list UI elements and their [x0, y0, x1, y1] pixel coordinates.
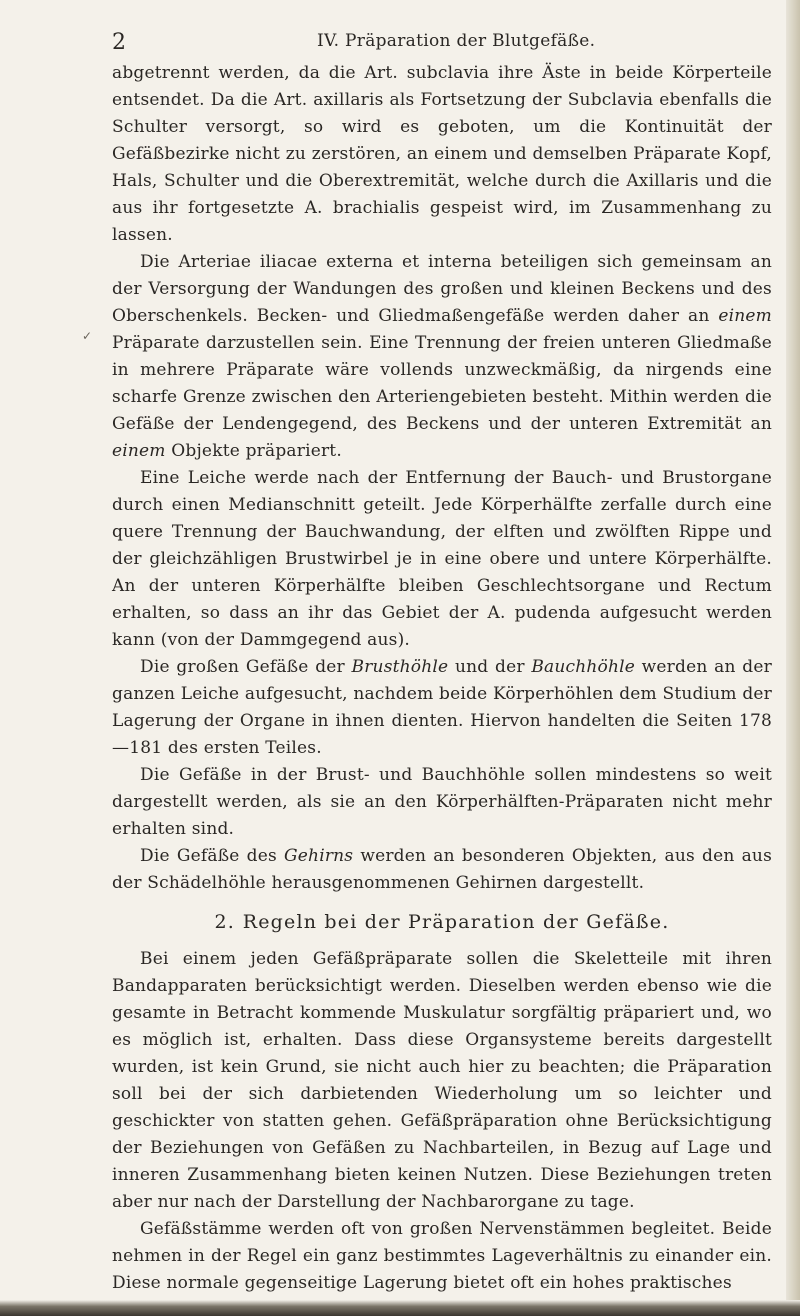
- page-header: [112, 30, 712, 56]
- text-run: Die großen Gefäße der: [140, 657, 352, 677]
- italic-term: Bauchhöhle: [531, 657, 636, 677]
- text-run: Die Arteriae iliacae externa et interna beteiligen sich gemeinsam an der Versorgung der Wandungen des großen und kleinen Beckens und des Oberschenkels. Becken- und Gliedmaßengefäße werden daher an: [112, 252, 772, 326]
- paragraph: [112, 60, 772, 249]
- text-run: werden an der ganzen Leiche aufgesucht, nachdem beide Körperhöhlen dem Studium der Lagerung der Organe in ihnen dienten. Hiervon handelten die Seiten 178—181 des ersten Teiles.: [112, 657, 772, 758]
- paragraph: [112, 1216, 772, 1297]
- paragraph-group: [112, 60, 772, 897]
- italic-term: Brusthöhle: [351, 657, 449, 677]
- text-run: Die Gefäße des: [140, 846, 284, 866]
- body-text: [112, 60, 772, 1297]
- paragraph: [112, 946, 772, 1216]
- text-run: Objekte präpariert.: [165, 441, 342, 461]
- page-edge-bottom: [0, 1300, 800, 1316]
- italic-term: einem: [112, 441, 166, 461]
- text-run: werden an besonderen Objekten, aus den aus der Schädelhöhle herausgenommenen Gehirnen dargestellt.: [112, 846, 772, 893]
- italic-term: Gehirns: [284, 846, 354, 866]
- running-title: IV. Präparation der Blutgefäße.: [317, 31, 596, 51]
- section-heading: [112, 909, 772, 936]
- text-run: Gefäßstämme werden oft von großen Nervenstämmen begleitet. Beide nehmen in der Regel ein ganz bestimmtes Lageverhältnis zu einander ein. Diese normale gegenseitige Lagerung bietet oft ein hohes praktisches: [112, 1219, 772, 1293]
- paragraph: [112, 249, 772, 465]
- paragraph: [112, 843, 772, 897]
- section-title: Regeln bei der Präparation der Gefäße.: [242, 911, 670, 933]
- text-run: Bei einem jeden Gefäßpräparate sollen die Skeletteile mit ihren Bandapparaten berücksichtigt werden. Dieselben werden ebenso wie die gesamte in Betracht kommende Muskulatur sorgfältig präpariert und, wo es möglich ist, erhalten. Dass diese Organsysteme bereits dargestellt wurden, ist kein Grund, sie nicht auch hier zu beachten; die Präparation soll bei der sich darbietenden Wiederholung um so leichter und geschickter von statten gehen. Gefäßpräparation ohne Berücksichtigung der Beziehungen von Gefäßen zu Nachbarteilen, in Bezug auf Lage und inneren Zusammenhang bieten keinen Nutzen. Diese Beziehungen treten aber nur nach der Darstellung der Nachbarorgane zu tage.: [112, 949, 772, 1212]
- text-run: Die Gefäße in der Brust- und Bauchhöhle sollen mindestens so weit dargestellt werden, als sie an den Körperhälften-Präparaten nicht mehr erhalten sind.: [112, 765, 772, 839]
- text-run: Präparate darzustellen sein. Eine Trennung der freien unteren Gliedmaße in mehrere Präparate wäre vollends unzweckmäßig, da nirgends eine scharfe Grenze zwischen den Arteriengebieten besteht. Mithin werden die Gefäße der Lendengegend, des Beckens und der unteren Extremität an: [112, 333, 772, 434]
- section-number: 2.: [214, 911, 236, 933]
- paragraph: [112, 762, 772, 843]
- text-run: und der: [448, 657, 532, 677]
- italic-term: einem: [718, 306, 772, 326]
- page-number: 2: [112, 30, 127, 55]
- section-paragraph-group: [112, 946, 772, 1297]
- paragraph: [112, 465, 772, 654]
- margin-mark-icon: ✓: [82, 329, 93, 343]
- page-edge-right: [786, 0, 800, 1316]
- text-run: Eine Leiche werde nach der Entfernung der Bauch- und Brustorgane durch einen Medianschnitt geteilt. Jede Körperhälfte zerfalle durch eine quere Trennung der Bauchwandung, der elften und zwölften Rippe und der gleichzähligen Brustwirbel je in eine obere und untere Körperhälfte. An der unteren Körperhälfte bleiben Geschlechtsorgane und Rectum erhalten, so dass an ihr das Gebiet der A. pudenda aufgesucht werden kann (von der Dammgegend aus).: [112, 468, 772, 650]
- text-run: abgetrennt werden, da die Art. subclavia ihre Äste in beide Körperteile entsendet. Da die Art. axillaris als Fortsetzung der Subclavia ebenfalls die Schulter versorgt, so wird es geboten, um die Kontinuität der Gefäßbezirke nicht zu zerstören, an einem und demselben Präparate Kopf, Hals, Schulter und die Oberextremität, welche durch die Axillaris und die aus ihr fortgesetzte A. brachialis gespeist wird, im Zusammenhang zu lassen.: [112, 63, 772, 245]
- paragraph: [112, 654, 772, 762]
